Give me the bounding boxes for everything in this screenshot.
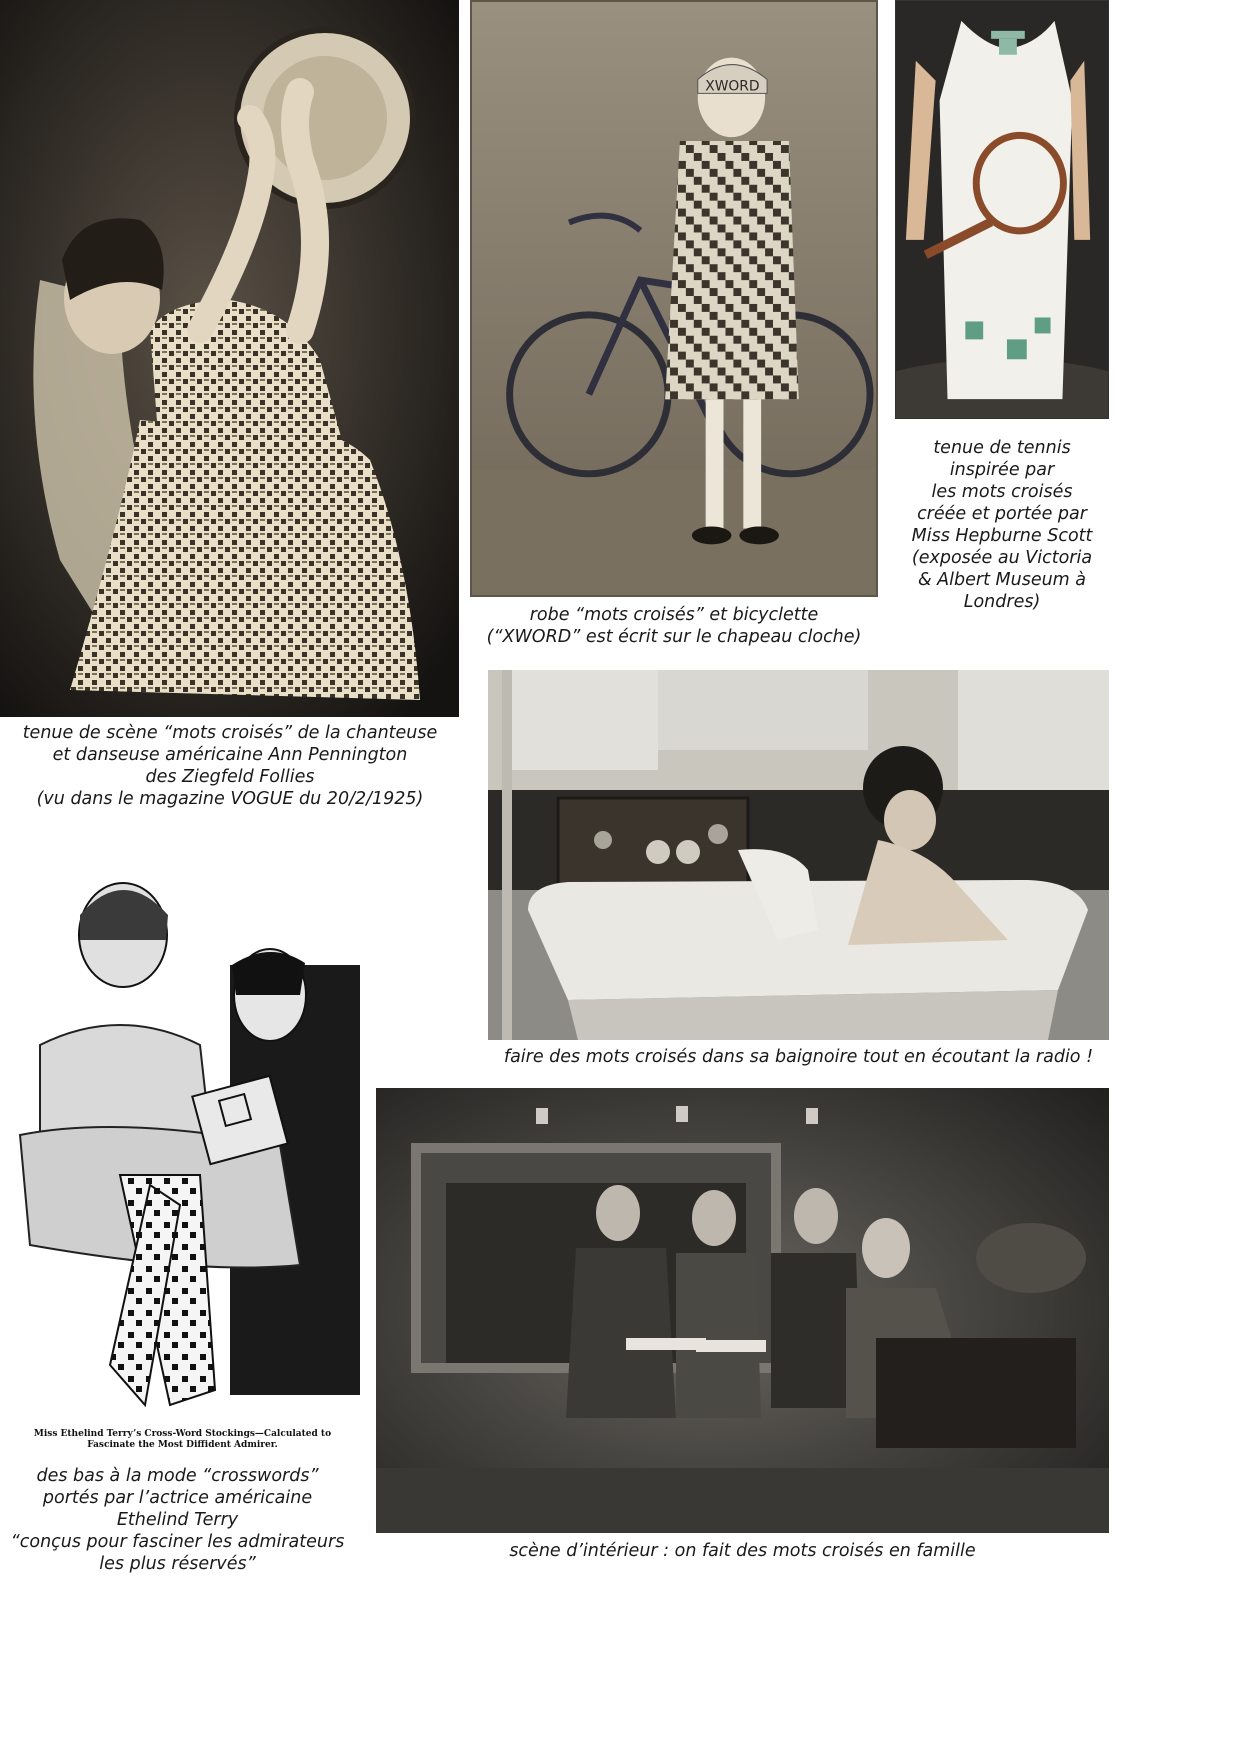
caption-line: “conçus pour fasciner les admirateurs [10, 1532, 345, 1552]
photo-bathtub-radio [488, 670, 1109, 1040]
caption-line: et danseuse américaine Ann Pennington [52, 745, 408, 765]
caption-line: les plus réservés” [99, 1554, 256, 1574]
caption-line: Ethelind Terry [116, 1510, 239, 1530]
caption-line: (“XWORD” est écrit sur le chapeau cloche) [486, 627, 862, 647]
photo-ann-pennington [0, 0, 459, 717]
caption-line: Londres) [963, 592, 1041, 612]
newspaper-caption [4, 1429, 361, 1451]
caption-line: des Ziegfeld Follies [145, 767, 315, 787]
caption-bathtub [488, 1046, 1109, 1068]
caption-line: inspirée par [949, 460, 1055, 480]
caption-line: tenue de tennis [933, 438, 1071, 458]
caption-line: robe “mots croisés” et bicyclette [529, 605, 819, 625]
caption-line: des bas à la mode “crosswords” [36, 1466, 319, 1486]
photo-family-scene [376, 1088, 1109, 1533]
caption-ann-pennington [0, 722, 460, 810]
caption-line: (vu dans le magazine VOGUE du 20/2/1925) [36, 789, 424, 809]
caption-line: Miss Hepburne Scott [911, 526, 1093, 546]
photo-bicycle-dress [470, 0, 878, 597]
photo-ethelind-terry-stockings [0, 845, 365, 1457]
caption-line: les mots croisés [931, 482, 1073, 502]
newspaper-caption-line: Miss Ethelind Terry’s Cross-Word Stockings—Calculated to [33, 1429, 332, 1439]
photo-tennis-outfit [895, 0, 1109, 419]
hat-word-text: XWORD [705, 78, 760, 95]
caption-line: tenue de scène “mots croisés” de la chanteuse [22, 723, 438, 743]
caption-line: portés par l’actrice américaine [42, 1488, 313, 1508]
caption-ethelind-terry [0, 1465, 355, 1575]
caption-line: faire des mots croisés dans sa baignoire tout en écoutant la radio ! [503, 1047, 1094, 1067]
caption-line: scène d’intérieur : on fait des mots croisés en famille [509, 1541, 976, 1561]
newspaper-caption-line: Fascinate the Most Diffident Admirer. [87, 1440, 278, 1450]
caption-bicycle [450, 604, 898, 648]
caption-line: créée et portée par [917, 504, 1087, 524]
caption-line: (exposée au Victoria [911, 548, 1093, 568]
caption-tennis [880, 437, 1124, 613]
caption-line: & Albert Museum à [917, 570, 1087, 590]
caption-family-scene [376, 1540, 1109, 1562]
